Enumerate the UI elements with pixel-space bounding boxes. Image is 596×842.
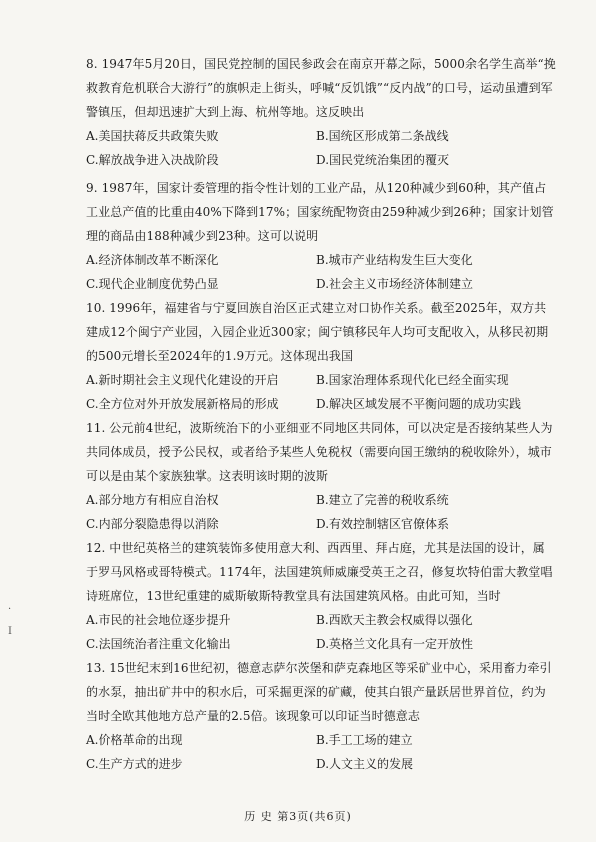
option-a: A.市民的社会地位逐步提升 — [86, 613, 231, 627]
option-b: B.国统区形成第二条战线 — [316, 129, 449, 143]
option-d: D.解决区域发展不平衡问题的成功实践 — [316, 397, 522, 411]
option-a: A.部分地方有相应自治权 — [86, 493, 219, 507]
option-a: A.价格革命的出现 — [86, 733, 183, 747]
options — [86, 248, 556, 296]
question-stem: 13. 15世纪末到16世纪初，德意志萨尔茨堡和萨克森地区等采矿业中心，采用畜力牵引的水泵，抽出矿井中的积水后，可采掘更深的矿藏，使其白银产量跃居世界首位，约为当时全欧其他地方总产量的2.5倍。该现象可以印证当时德意志 — [86, 661, 552, 723]
option-a: A.美国扶蒋反共政策失败 — [86, 129, 219, 143]
option-c: C.现代企业制度优势凸显 — [86, 277, 219, 291]
option-d: D.人文主义的发展 — [316, 757, 414, 771]
question-10 — [86, 296, 556, 416]
option-a: A.新时期社会主义现代化建设的开启 — [86, 373, 279, 387]
question-stem: 12. 中世纪英格兰的建筑装饰多使用意大利、西西里、拜占庭，尤其是法国的设计，属于罗马风格或哥特模式。1174年，法国建筑师威廉受英王之召，修复坎特伯雷大教堂唱诗班席位，13世纪重建的威斯敏斯特教堂具有法国建筑风格。由此可知，当时 — [86, 541, 553, 603]
options — [86, 124, 556, 172]
option-c: C.内部分裂隐患得以消除 — [86, 517, 219, 531]
options — [86, 608, 556, 656]
margin-mark: · — [8, 604, 12, 615]
option-d: D.英格兰文化具有一定开放性 — [316, 637, 474, 651]
option-a: A.经济体制改革不断深化 — [86, 253, 219, 267]
question-stem: 8. 1947年5月20日，国民党控制的国民参政会在南京开幕之际，5000余名学生高举“挽救教育危机联合大游行”的旗帜走上街头，呼喊“反饥饿”“反内战”的口号，运动虽遭到军警镇压，但却迅速扩大到上海、杭州等地。这反映出 — [86, 57, 556, 119]
option-b: B.手工工场的建立 — [316, 733, 413, 747]
option-b: B.国家治理体系现代化已经全面实现 — [316, 373, 509, 387]
question-13 — [86, 656, 556, 776]
option-b: B.建立了完善的税收系统 — [316, 493, 449, 507]
option-c: C.法国统治者注重文化输出 — [86, 637, 231, 651]
question-11 — [86, 416, 556, 536]
options — [86, 488, 556, 536]
option-c: C.生产方式的进步 — [86, 757, 183, 771]
option-b: B.西欧天主教会权威得以强化 — [316, 613, 473, 627]
option-d: D.国民党统治集团的覆灭 — [316, 153, 450, 167]
option-c: C.解放战争进入决战阶段 — [86, 153, 219, 167]
option-c: C.全方位对外开放发展新格局的形成 — [86, 397, 279, 411]
margin-mark: I — [8, 626, 12, 637]
question-stem: 9. 1987年，国家计委管理的指令性计划的工业产品，从120种减少到60种，其产值占工业总产值的比重由40%下降到17%；国家统配物资由259种减少到26种；国家计划管理的商品由188种减少到23种。这可以说明 — [86, 181, 554, 243]
option-b: B.城市产业结构发生巨大变化 — [316, 253, 473, 267]
question-stem: 11. 公元前4世纪，波斯统治下的小亚细亚不同地区共同体，可以决定是否接纳某些人为共同体成员，授予公民权，或者给予某些人免税权（需要向国王缴纳的税收除外），城市可以是由某个家族独掌。这表明该时期的波斯 — [86, 421, 553, 483]
question-stem: 10. 1996年，福建省与宁夏回族自治区正式建立对口协作关系。截至2025年，双方共建成12个闽宁产业园，入园企业近300家；闽宁镇移民年人均可支配收入，从移民初期的500元增长至2024年的1.9万元。这体现出我国 — [86, 301, 549, 363]
option-d: D.社会主义市场经济体制建立 — [316, 277, 474, 291]
question-12 — [86, 536, 556, 656]
question-8 — [86, 52, 556, 172]
option-d: D.有效控制辖区官僚体系 — [316, 517, 450, 531]
options — [86, 728, 556, 776]
question-9 — [86, 176, 556, 296]
options — [86, 368, 556, 416]
page-footer: 历 史 第3页(共6页) — [244, 810, 352, 823]
